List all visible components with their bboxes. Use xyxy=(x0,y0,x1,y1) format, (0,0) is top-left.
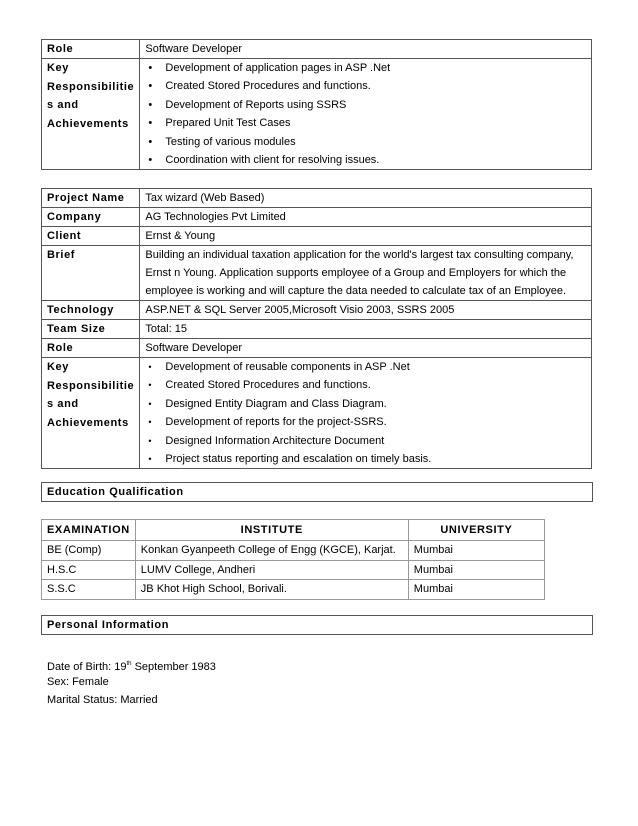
table-row xyxy=(42,580,545,600)
date-of-birth: Date of Birth: 19th September 1983 xyxy=(47,661,216,673)
table-cell: Mumbai xyxy=(408,541,544,561)
project-name-row xyxy=(42,189,592,208)
responsibilities-list xyxy=(140,358,592,469)
technology-row xyxy=(42,301,592,320)
company-row xyxy=(42,208,592,227)
education-table xyxy=(41,519,545,600)
list-item: • Development of application pages in ASP .Net xyxy=(145,59,586,77)
list-item: • Development of reusable components in ASP .Net xyxy=(145,358,586,376)
client-value: Ernst & Young xyxy=(140,227,592,246)
responsibilities-row xyxy=(42,59,592,170)
sex: Sex: Female xyxy=(47,676,109,688)
responsibilities-label: Key Responsibilitie s and Achievements xyxy=(42,59,140,170)
table-cell: BE (Comp) xyxy=(42,541,136,561)
client-row xyxy=(42,227,592,246)
list-item: • Prepared Unit Test Cases xyxy=(145,114,586,132)
team-size-row xyxy=(42,320,592,339)
table-cell: Mumbai xyxy=(408,580,544,600)
list-item: • Coordination with client for resolving issues. xyxy=(145,151,586,169)
education-heading: Education Qualification xyxy=(41,482,593,502)
role-label: Role xyxy=(42,339,140,358)
table-cell: S.S.C xyxy=(42,580,136,600)
team-size-label: Team Size xyxy=(42,320,140,339)
role-label: Role xyxy=(42,40,140,59)
column-header-institute: INSTITUTE xyxy=(135,520,408,541)
technology-label: Technology xyxy=(42,301,140,320)
team-size-value: Total: 15 xyxy=(140,320,592,339)
table-cell: LUMV College, Andheri xyxy=(135,560,408,580)
list-item: • Testing of various modules xyxy=(145,133,586,151)
technology-value: ASP.NET & SQL Server 2005,Microsoft Visio 2003, SSRS 2005 xyxy=(140,301,592,320)
column-header-examination: EXAMINATION xyxy=(42,520,136,541)
column-header-university: UNIVERSITY xyxy=(408,520,544,541)
brief-label: Brief xyxy=(42,246,140,301)
role-value: Software Developer xyxy=(140,40,592,59)
client-label: Client xyxy=(42,227,140,246)
company-label: Company xyxy=(42,208,140,227)
table-row xyxy=(42,560,545,580)
marital-status: Marital Status: Married xyxy=(47,694,158,706)
list-item: • Development of reports for the project-SSRS. xyxy=(145,413,586,431)
brief-row xyxy=(42,246,592,301)
personal-info-heading: Personal Information xyxy=(41,615,593,635)
list-item: • Development of Reports using SSRS xyxy=(145,96,586,114)
role-row xyxy=(42,339,592,358)
project-name-label: Project Name xyxy=(42,189,140,208)
list-item: • Created Stored Procedures and functions. xyxy=(145,376,586,394)
responsibilities-label: Key Responsibilitie s and Achievements xyxy=(42,358,140,469)
brief-text: Building an individual taxation application for the world's largest tax consulting company, Ernst n Young. Application supports employee of a Group and Employers for which the employee is working and will capture the data needed to calculate tax of an Employee. xyxy=(140,246,592,301)
table-cell: Konkan Gyanpeeth College of Engg (KGCE), Karjat. xyxy=(135,541,408,561)
list-item: • Created Stored Procedures and functions. xyxy=(145,77,586,95)
role-row xyxy=(42,40,592,59)
list-item: • Designed Information Architecture Document xyxy=(145,432,586,450)
list-item: • Designed Entity Diagram and Class Diagram. xyxy=(145,395,586,413)
table-cell: H.S.C xyxy=(42,560,136,580)
table-cell: JB Khot High School, Borivali. xyxy=(135,580,408,600)
project1-table xyxy=(41,39,592,170)
role-value: Software Developer xyxy=(140,339,592,358)
table-row xyxy=(42,541,545,561)
project-name-value: Tax wizard (Web Based) xyxy=(140,189,592,208)
table-cell: Mumbai xyxy=(408,560,544,580)
table-header-row xyxy=(42,520,545,541)
project2-table xyxy=(41,188,592,469)
responsibilities-row xyxy=(42,358,592,469)
responsibilities-list xyxy=(140,59,592,170)
list-item: • Project status reporting and escalation on timely basis. xyxy=(145,450,586,468)
company-value: AG Technologies Pvt Limited xyxy=(140,208,592,227)
